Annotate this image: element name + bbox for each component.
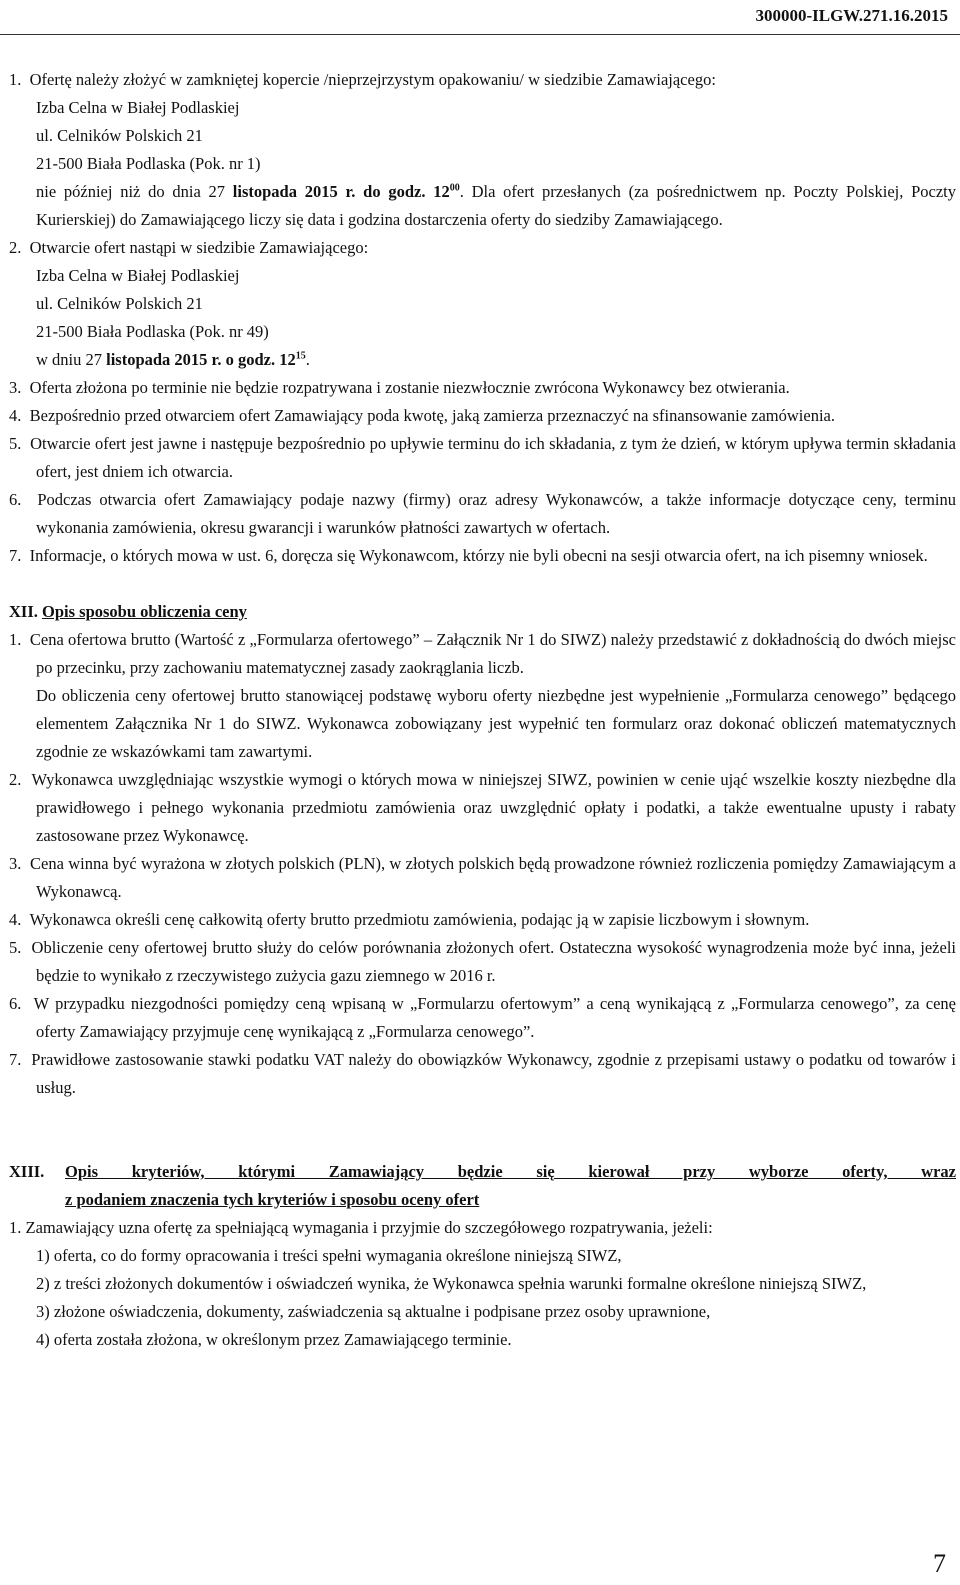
s12-item-4: 4. Wykonawca określi cenę całkowitą oferty brutto przedmiotu zamówienia, podając ją w zapisie liczbowym i słownym. [9,910,810,929]
s11-item-2-address-street: ul. Celników Polskich 21 [36,294,203,313]
s11-item-7: 7. Informacje, o których mowa w ust. 6, doręcza się Wykonawcom, którzy nie byli obecni na sesji otwarcia ofert, na ich pisemny wniosek. [9,546,928,565]
s11-item-1-address-name: Izba Celna w Białej Podlaskiej [36,98,240,117]
s11-item-2-address-city: 21-500 Biała Podlaska (Pok. nr 49) [36,322,269,341]
s11-item-1-address-city: 21-500 Biała Podlaska (Pok. nr 1) [36,154,261,173]
s12-item-2: 2. Wykonawca uwzględniając wszystkie wymogi o których mowa w niniejszej SIWZ, powinien w cenie ująć wszelkie koszty niezbędne dla prawidłowego i pełnego wykonania przedmiotu zamówienia oraz uwzględnić opłaty i podatki, a także ewentualne upusty i rabaty zastosowane przez Wykonawcę. [9,770,956,845]
section-xiii-title-line-2: z podaniem znaczenia tych kryteriów i sposobu oceny ofert [65,1190,480,1209]
s13-subitem-4: 4) oferta została złożona, w określonym przez Zamawiającego terminie. [36,1330,512,1349]
s12-item-3: 3. Cena winna być wyrażona w złotych polskich (PLN), w złotych polskich będą prowadzone również rozliczenia pomiędzy Zamawiającym a Wykonawcą. [9,854,956,901]
s11-item-2-address-name: Izba Celna w Białej Podlaskiej [36,266,240,285]
section-xii-title: Opis sposobu obliczenia ceny [42,602,247,621]
s11-item-1-address-street: ul. Celników Polskich 21 [36,126,203,145]
spacer [9,1102,956,1158]
s12-item-1-continued: Do obliczenia ceny ofertowej brutto stanowiącej podstawę wyboru oferty niezbędne jest wypełnienie „Formularza cenowego” będącego elementem Załącznika Nr 1 do SIWZ. Wykonawca zobowiązany jest wypełnić ten formularz oraz dokonać obliczeń matematycznych zgodnie ze wskazówkami tam zawartymi. [36,686,956,761]
s13-subitem-3: 3) złożone oświadczenia, dokumenty, zaświadczenia są aktualne i podpisane przez osoby uprawnione, [36,1302,711,1321]
s11-item-1-intro: 1. Ofertę należy złożyć w zamkniętej kopercie /nieprzejrzystym opakowaniu/ w siedzibie Zamawiającego: [9,70,716,89]
s12-item-1: 1. Cena ofertowa brutto (Wartość z „Formularza ofertowego” – Załącznik Nr 1 do SIWZ) należy przedstawić z dokładnością do dwóch miejsc po przecinku, przy zachowaniu matematycznej zasady zaokrąglania liczb. [9,630,956,677]
header-rule [0,34,960,35]
document-body [9,66,956,1354]
section-xii-heading [9,598,956,626]
page-number: 7 [933,1549,946,1578]
s11-item-6: 6. Podczas otwarcia ofert Zamawiający podaje nazwy (firmy) oraz adresy Wykonawców, a także informacje dotyczące ceny, terminu wykonania zamówienia, okresu gwarancji i warunków płatności zawartych w ofertach. [9,490,956,537]
s11-item-4: 4. Bezpośrednio przed otwarciem ofert Zamawiający poda kwotę, jaką zamierza przeznaczyć na sfinansowanie zamówienia. [9,406,835,425]
document-id: 300000-ILGW.271.16.2015 [755,6,948,25]
section-xiii-title-line-1: Opis kryteriów, którymi Zamawiający będzie się kierował przy wyborze oferty, wraz [65,1162,956,1181]
s12-item-7: 7. Prawidłowe zastosowanie stawki podatku VAT należy do obowiązków Wykonawcy, zgodnie z przepisami ustawy o podatku od towarów i usług. [9,1050,956,1097]
s12-item-6: 6. W przypadku niezgodności pomiędzy ceną wpisaną w „Formularzu ofertowym” a ceną wynikającą z „Formularza cenowego”, za cenę oferty Zamawiający przyjmuje cenę wynikającą z „Formularza cenowego”. [9,994,956,1041]
s11-item-3: 3. Oferta złożona po terminie nie będzie rozpatrywana i zostanie niezwłocznie zwrócona Wykonawcy bez otwierania. [9,378,790,397]
section-xii-number: XII. [9,602,38,621]
s13-subitem-2: 2) z treści złożonych dokumentów i oświadczeń wynika, że Wykonawca spełnia warunki formalne określone niniejszą SIWZ, [36,1274,867,1293]
s11-item-2-date: w dniu 27 listopada 2015 r. o godz. $12^{15}$. [36,350,310,369]
s13-item-1-intro: 1. Zamawiający uzna ofertę za spełniającą wymagania i przyjmie do szczegółowego rozpatrywania, jeżeli: [9,1218,713,1237]
spacer [9,570,956,598]
s11-item-5: 5. Otwarcie ofert jest jawne i następuje bezpośrednio po upływie terminu do ich składania, z tym że dzień, w którym upływa termin składania ofert, jest dniem ich otwarcia. [9,434,956,481]
s11-item-2-intro: 2. Otwarcie ofert nastąpi w siedzibie Zamawiającego: [9,238,369,257]
s13-subitem-1: 1) oferta, co do formy opracowania i treści spełni wymagania określone niniejszą SIWZ, [36,1246,622,1265]
s11-item-1-deadline: nie później niż do dnia 27 listopada 2015 r. do godz. $12^{00}$. Dla ofert przesłanych (za pośrednictwem np. Poczty Polskiej, Poczty Kurierskiej) do Zamawiającego liczy się data i godzina dostarczenia oferty do siedziby Zamawiającego. [36,182,956,229]
section-xiii-number: XIII. [9,1162,45,1181]
section-xiii-heading [9,1158,956,1186]
s12-item-5: 5. Obliczenie ceny ofertowej brutto służy do celów porównania złożonych ofert. Ostateczna wysokość wynagrodzenia może być inna, jeżeli będzie to wynikało z rzeczywistego zużycia gazu ziemnego w 2016 r. [9,938,956,985]
